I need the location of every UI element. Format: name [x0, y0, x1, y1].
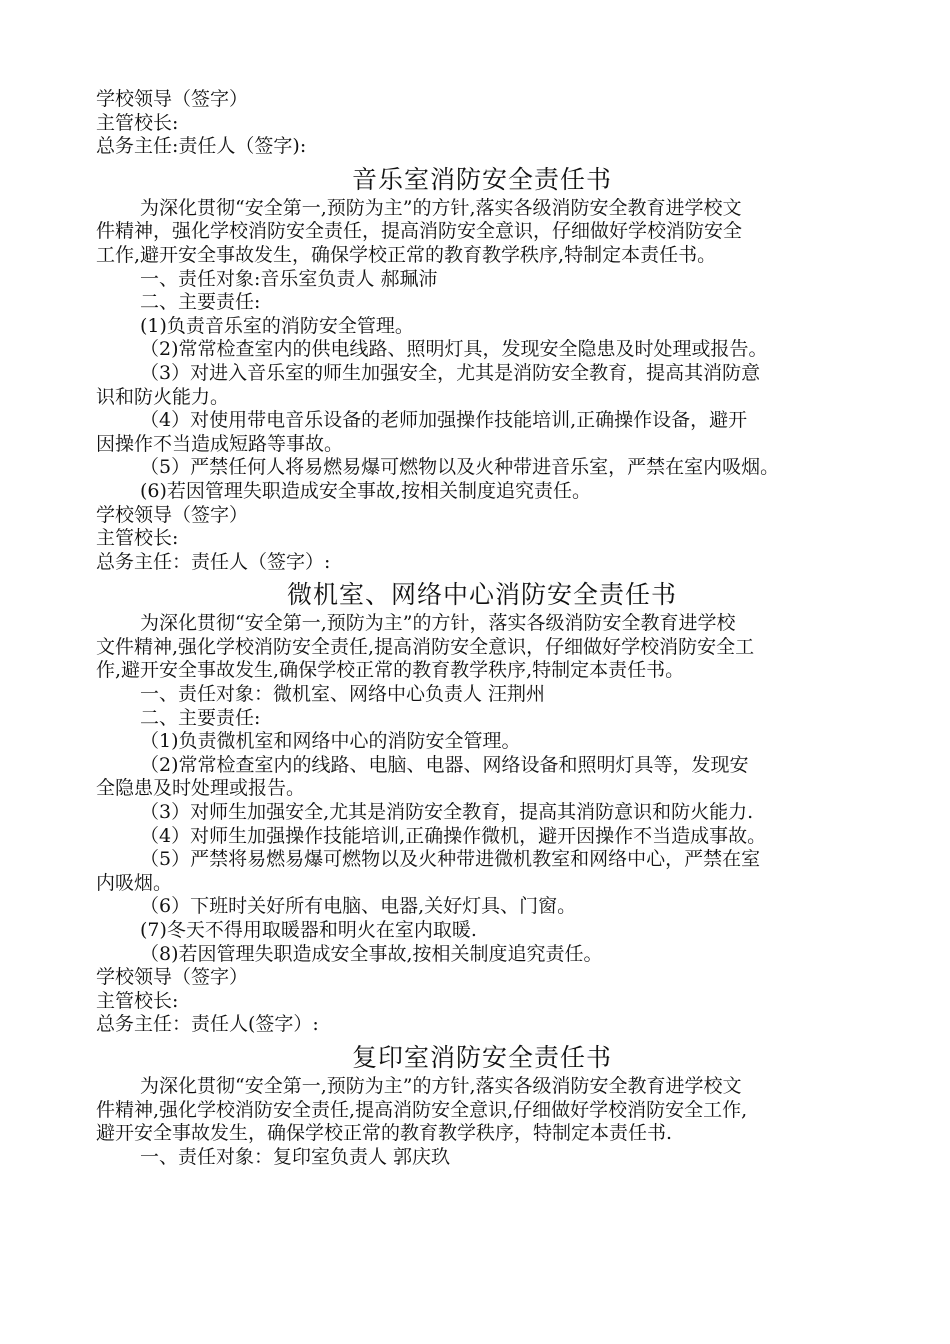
music-intro-paragraph [96, 197, 868, 268]
director-signature: 总务主任：责任人(签字）: [96, 1013, 319, 1036]
duty-item: (7)冬天不得用取暖器和明火在室内取暖. [140, 919, 477, 941]
director-signature: 总务主任:责任人（签字): [96, 135, 307, 158]
school-leader-signature: 学校领导（签字） [96, 88, 249, 110]
responsibility-target: 一、责任对象:音乐室负责人 郝珮沛 [140, 267, 438, 290]
duty-item: (6)若因管理失职造成安全事故,按相关制度追究责任。 [140, 479, 591, 502]
duty-item: （4）对师生加强操作技能培训,正确操作微机，避开因操作不当造成事故。 [140, 824, 767, 847]
top-signature-block [96, 88, 868, 159]
director-signature: 总务主任：责任人（签字）: [96, 550, 331, 573]
intro-line: 为深化贯彻“安全第一,预防为主”的方针，落实各级消防安全教育进学校 [140, 612, 736, 635]
duties-heading: 二、主要责任: [140, 291, 261, 314]
principal-signature: 主管校长: [96, 989, 179, 1012]
duty-item: （4）对使用带电音乐设备的老师加强操作技能培训,正确操作设备，避开 [140, 409, 748, 432]
duty-item-cont: 内吸烟。 [96, 871, 173, 894]
intro-line: 避开安全事故发生，确保学校正常的教育教学秩序，特制定本责任书. [96, 1122, 673, 1145]
duties-heading: 二、主要责任: [140, 706, 261, 729]
duty-item: (1)负责音乐室的消防安全管理。 [140, 314, 414, 337]
copy-intro-paragraph [96, 1075, 868, 1146]
copy-room-title: 复印室消防安全责任书 [351, 1042, 612, 1072]
intro-line: 件精神,强化学校消防安全责任,提高消防安全意识,仔细做好学校消防安全工作, [96, 1098, 748, 1121]
duty-item: （2)常常检查室内的供电线路、照明灯具，发现安全隐患及时处理或报告。 [140, 338, 768, 361]
music-room-title: 音乐室消防安全责任书 [351, 164, 612, 194]
responsibility-target: 一、责任对象：微机室、网络中心负责人 汪荆州 [140, 683, 546, 706]
intro-line: 作,避开安全事故发生,确保学校正常的教育教学秩序,特制定本责任书。 [96, 659, 685, 682]
intro-line: 件精神，强化学校消防安全责任，提高消防安全意识，仔细做好学校消防安全 [96, 220, 743, 243]
responsibility-target: 一、责任对象：复印室负责人 郭庆玖 [140, 1145, 451, 1168]
computer-room-section [96, 574, 868, 1037]
document-page [96, 88, 868, 1169]
duty-item: （8)若因管理失职造成安全事故,按相关制度追究责任。 [140, 942, 603, 965]
duty-item: （1)负责微机室和网络中心的消防安全管理。 [140, 730, 521, 753]
duty-item-cont: 识和防火能力。 [96, 385, 230, 408]
duty-item: （2)常常检查室内的线路、电脑、电器、网络设备和照明灯具等，发现安 [140, 753, 749, 776]
intro-line: 为深化贯彻“安全第一,预防为主”的方针,落实各级消防安全教育进学校文 [140, 1074, 742, 1097]
computer-room-title: 微机室、网络中心消防安全责任书 [286, 580, 677, 610]
intro-line: 为深化贯彻“安全第一,预防为主”的方针,落实各级消防安全教育进学校文 [140, 196, 742, 219]
duty-item: （3）对师生加强安全,尤其是消防安全教育，提高其消防意识和防火能力. [140, 801, 754, 824]
school-leader-signature: 学校领导（签字） [96, 966, 249, 989]
duty-item-cont: 全隐患及时处理或报告。 [96, 777, 306, 800]
principal-signature: 主管校长: [96, 111, 179, 134]
duty-item: （3）对进入音乐室的师生加强安全，尤其是消防安全教育，提高其消防意 [140, 361, 761, 384]
intro-line: 文件精神,强化学校消防安全责任,提高消防安全意识，仔细做好学校消防安全工 [96, 635, 755, 658]
duty-item: （6）下班时关好所有电脑、电器,关好灯具、门窗。 [140, 895, 577, 918]
intro-line: 工作,避开安全事故发生，确保学校正常的教育教学秩序,特制定本责任书。 [96, 243, 717, 266]
duty-item-cont: 因操作不当造成短路等事故。 [96, 432, 344, 455]
computer-intro-paragraph [96, 612, 868, 683]
duty-item: （5）严禁任何人将易燃易爆可燃物以及火种带进音乐室，严禁在室内吸烟。 [140, 456, 780, 479]
school-leader-signature: 学校领导（签字） [96, 503, 249, 526]
copy-room-section [96, 1037, 868, 1169]
duty-item: （5）严禁将易燃易爆可燃物以及火种带进微机教室和网络中心，严禁在室 [140, 848, 761, 871]
principal-signature: 主管校长: [96, 527, 179, 550]
music-room-section [96, 159, 868, 575]
